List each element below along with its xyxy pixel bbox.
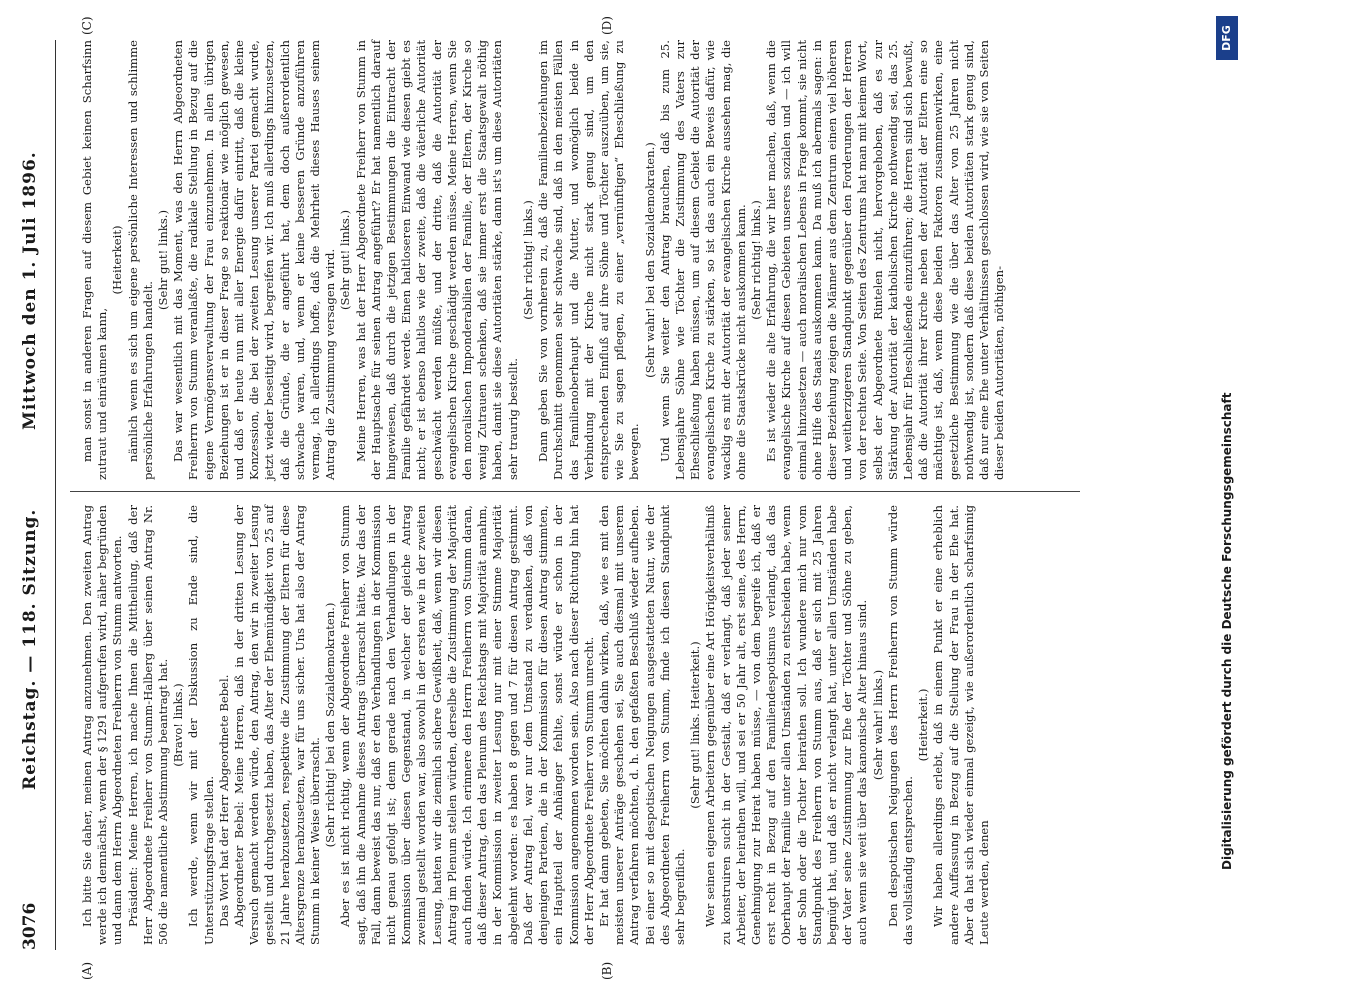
- paragraph: Wer seinen eigenen Arbeitern gegenüber eine Art Hörigkeitsverhältniß zu konstruiren sucht in der Gestalt, daß er verlangt, daß jeder seiner Arbeiter, der heirathen will, und sei er 50 Jahr alt, erst seine, des Herrn, Genehmigung zur Heirat haben müsse, — von dem begreife ich, daß er erst recht in Bezug auf den Familiendespotismus verlangt, daß das Oberhaupt der Familie unter allen Umständen zu entscheiden habe, wenn der Sohn oder die Tochter heirathen soll. Ich wundere mich nur vom Standpunkt des Freiherrn von Stumm aus, daß er sich mit 25 Jahren begnügt hat, und daß er nicht verlangt hat, unter allen Umständen habe der Vater seine Zustimmung zur Ehe der Töchter und Söhne zu geben, auch wenn sie weit über das kanonische Alter hinaus sind.: [703, 505, 870, 945]
- paragraph: Präsident: Meine Herren, ich mache Ihnen die Mittheilung, daß der Herr Abgeordnete Freiherr von Stumm-Halberg über seinen Antrag Nr. 506 die namentliche Abstimmung beantragt hat.: [125, 505, 171, 945]
- interjection: (Heiterkeit.): [916, 688, 931, 762]
- interjection: (Sehr richtig! bei den Sozialdemokraten.): [323, 602, 338, 848]
- session-date: Mittwoch den 1. Juli 1896.: [20, 151, 40, 430]
- paragraph: Das Wort hat der Herr Abgeordnete Bebel.: [216, 674, 231, 927]
- funding-credit: Digitalisierung gefördert durch die Deutsche Forschungsgemeinschaft: [1220, 392, 1234, 870]
- margin-marker-d: (D): [600, 16, 614, 35]
- paragraph: Und wenn Sie weiter den Antrag brauchen, daß bis zum 25. Lebensjahre Söhne wie Töchter die Zustimmung des Vaters zur Eheschließung haben müssen, um auf diesem Gebiet die Autorität der evangelischen Kirche zu stärken, so ist das auch ein Beweis dafür, wie wacklig es mit der Autorität der evangelischen Kirche aussehen mag, die ohne die Staatskrücke nicht auskommen kann.: [657, 40, 748, 480]
- left-text-column: [80, 505, 992, 945]
- right-text-column: [80, 40, 1007, 480]
- interjection: (Sehr gut! links.): [338, 210, 353, 310]
- column-divider: [70, 491, 1080, 492]
- margin-marker-b: (B): [600, 961, 614, 980]
- interjection: (Heiterkeit): [110, 225, 125, 295]
- margin-marker-a: (A): [80, 961, 94, 980]
- paragraph: Dann geben Sie von vornherein zu, daß die Familienbeziehungen im Durchschnitt genommen sehr schwache sind, daß in den meisten Fällen das Familienoberhaupt und die Mutter, und womöglich beide in Verbindung mit der Kirche nicht stark genug sind, um den entsprechenden Einfluß auf ihre Söhne und Töchter auszuüben, um sie, wie Sie zu sagen pflegen, zu einer „vernünftigen“ Eheschließung zu bewegen.: [536, 40, 642, 480]
- interjection: (Sehr gut! links.): [156, 210, 171, 310]
- header-rule: [55, 40, 56, 950]
- paragraph: Es ist wieder die alte Erfahrung, die wir hier machen, daß, wenn die evangelische Kirche auf diesen Gebieten unseres sozialen und — ich will einmal hinzusetzen — auch moralischen Lebens in Frage kommt, sie nicht ohne Hilfe des Staats auskommen kann. Da muß ich abermals sagen: in dieser Beziehung zeigen die Männer aus dem Zentrum einen viel höheren und weitherzigeren Standpunkt gegenüber den Forderungen der Herren von der rechten Seite. Von Seiten des Zentrums hat man mit keinem Wort, selbst der Abgeordnete Rintelen nicht, hervorgehoben, daß es zur Stärkung der Autorität der katholischen Kirche nothwendig sei, das 25. Lebensjahr für Eheschließende einzuführen; die Herren sind sich bewußt, daß die Autorität ihrer Kirche neben der Autorität der Eltern eine so mächtige ist, daß, wenn diese beiden Faktoren zusammenwirken, eine gesetzliche Bestimmung wie die über das Alter von 25 Jahren nicht nothwendig ist, sondern daß diese beiden Autoritäten stark genug sind, daß nur eine Ehe unter Verhältnissen geschlossen wird, wie sie von Seiten dieser beiden Autoritäten, nöthigen-: [764, 40, 1007, 480]
- paragraph: nämlich wenn es sich um eigene persönliche Interessen und schlimme persönliche Erfahrungen handelt.: [125, 40, 155, 480]
- margin-marker-c: (C): [80, 16, 94, 35]
- paragraph: Aber es ist nicht richtig, wenn der Abgeordnete Freiherr von Stumm sagt, daß ihn die Annahme dieses Antrags überrascht hätte. War das der Fall, dann beweist das nur, daß er den Verhandlungen in der Kommission nicht genau gefolgt ist; denn gerade nach den Verhandlungen in der Kommission über diesen Gegenstand, in welcher der gleiche Antrag zweimal gestellt worden war, also sowohl in der ersten wie in der zweiten Lesung, hatten wir die ziemlich sichere Gewißheit, daß, wenn wir diesen Antrag im Plenum stellen würden, derselbe die Zustimmung der Majorität auch finden würde. Ich erinnere den Herrn Freiherrn von Stumm daran, daß dieser Antrag, den das Plenum des Reichstags mit Majorität annahm, in der Kommission in zweiter Lesung nur mit einer Stimme Majorität abgelehnt worden: es haben 8 gegen und 7 für diesen Antrag gestimmt. Daß der Antrag fiel, war nur dem Umstand zu verdanken, daß von denjenigen Parteien, die in der Kommission für diesen Antrag stimmten, ein Hauptteil der Anhänger fehlte, sonst würde er schon in der Kommission angenommen worden sein. Also nach dieser Richtung hin hat der Herr Abgeordnete Freiherr von Stumm unrecht.: [338, 505, 596, 945]
- paragraph: Ich bitte Sie daher, meinen Antrag anzunehmen. Den zweiten Antrag werde ich demnächst, wenn der § 1291 aufgerufen wird, näher begründen und dann dem Herrn Abgeordneten Freiherrn von Stumm antworten.: [80, 505, 125, 945]
- interjection: (Sehr wahr! bei den Sozialdemokraten.): [642, 142, 657, 378]
- session-title: Reichstag. — 118. Sitzung.: [20, 508, 40, 790]
- interjection: (Sehr richtig! links.): [520, 200, 535, 320]
- paragraph: Meine Herren, was hat der Herr Abgeordnete Freiherr von Stumm in der Hauptsache für seinen Antrag angeführt? Er hat namentlich darauf hingewiesen, daß durch die jetzigen Bestimmungen die Eintracht der Familie gefährdet werde. Einen haltloseren Einwand wie diesen giebt es nicht; er ist ebenso haltlos wie der zweite, daß die väterliche Autorität geschwächt werden müßte, und der dritte, daß die Autorität der evangelischen Kirche geschädigt werden müsse. Meine Herren, wenn Sie den moralischen Imponderabilien der Familie, der Eltern, der Kirche so wenig Zutrauen schenken, daß sie immer erst die Staatsgewalt nöthig haben, damit sie diese Autoritäten stärke, dann ist's um diese Autoritäten sehr traurig bestellt.: [353, 40, 520, 480]
- dfg-logo: DFG: [1216, 16, 1238, 60]
- paragraph: Wir haben allerdings erlebt, daß in einem Punkt er eine erheblich andere Auffassung in Bezug auf die Stellung der Frau in der Ehe hat. Aber da hat sich wieder einmal gezeigt, wie außerordentlich scharfsinnig Leute werden, denen: [931, 505, 991, 945]
- running-head: [20, 50, 60, 950]
- paragraph: Er hat dann gebeten, Sie möchten dahin wirken, daß, wie es mit den meisten unserer Anträge geschehen sei, Sie auch diesmal mit unserem Antrag verfahren möchten, d. h. den gefaßten Beschluß wieder aufheben. Bei einer so mit despotischen Neigungen ausgestatteten Natur, wie der des Abgeordneten Freiherrn von Stumm, finde ich diesen Standpunkt sehr begreiflich.: [596, 505, 687, 945]
- paragraph: man sonst in anderen Fragen auf diesem Gebiet keinen Scharfsinn zutraut und einräumen kann,: [80, 40, 110, 480]
- interjection: (Sehr wahr! links.): [870, 669, 885, 781]
- interjection: (Sehr richtig! links.): [748, 200, 763, 320]
- interjection: (Bravo! links.): [171, 683, 186, 767]
- footer-credit: [1220, 25, 1250, 870]
- paragraph: Abgeordneter Bebel: Meine Herren, daß in der dritten Lesung der Versuch gemacht werden würde, den Antrag, den wir in zweiter Lesung gestellt und durchgesetzt haben, das Alter der Ehemündigkeit von 25 auf 21 Jahre herabzusetzen, respektive die Zustimmung der Eltern für diese Altersgrenze herabzusetzen, war für uns sicher. Uns hat also der Antrag Stumm in keiner Weise überrascht.: [232, 505, 323, 945]
- paragraph: Ich werde, wenn wir mit der Diskussion zu Ende sind, die Unterstützungsfrage stellen.: [186, 505, 216, 945]
- interjection: (Sehr gut! links. Heiterkeit.): [688, 641, 703, 809]
- page-number: 3076: [20, 902, 40, 950]
- paragraph: Den despotischen Neigungen des Herrn Freiherrn von Stumm würde das vollständig entsprechen.: [885, 505, 915, 945]
- paragraph: Das war wesentlich mit das Moment, was den Herrn Abgeordneten Freiherrn von Stumm veranlaßte, die radikale Stellung in Bezug auf die eigene Vermögensverwaltung der Frau einzunehmen. In allen übrigen Beziehungen ist er in dieser Frage so reaktionär wie möglich gewesen, und daß er heute nun mit aller Energie dafür eintritt, daß die kleine Konzession, die bei der zweiten Lesung unserer Partei gemacht wurde, jetzt wieder beseitigt wird, begreifen wir. Ich muß allerdings hinzusetzen, daß die Gründe, die er angeführt hat, dem doch außerordentlich schwache waren, und, wenn er keine besseren Gründe anzuführen vermag, ich allerdings hoffe, daß die Mehrheit dieses Hauses seinem Antrag die Zustimmung versagen wird.: [171, 40, 338, 480]
